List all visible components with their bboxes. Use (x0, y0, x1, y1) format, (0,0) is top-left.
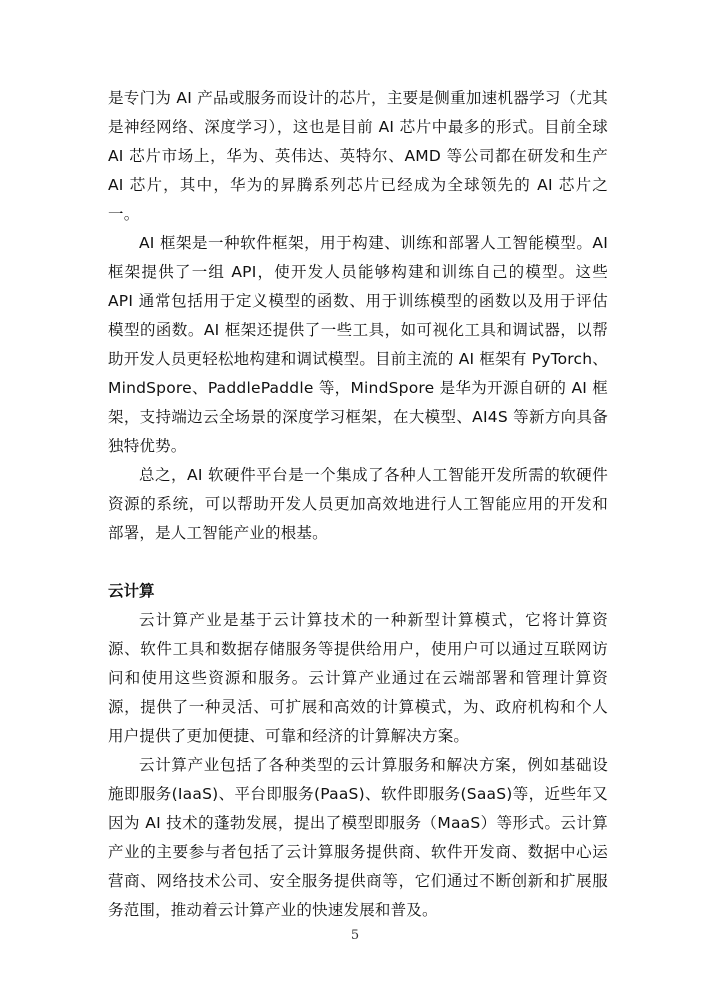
paragraph-ai-chip-continued: 是专门为 AI 产品或服务而设计的芯片，主要是侧重加速机器学习（尤其是神经网络、深度学习），这也是目前 AI 芯片中最多的形式。目前全球 AI 芯片市场上，华为、英伟达、英特尔、AMD 等公司都在研发和生产 AI 芯片，其中，华为的昇腾系列芯片已经成为全球领先的 AI 芯片之一。 (108, 89, 608, 223)
paragraph-ai-framework: AI 框架是一种软件框架，用于构建、训练和部署人工智能模型。AI 框架提供了一组 API，使开发人员能够构建和训练自己的模型。这些 API 通常包括用于定义模型的函数、用于训练模型的函数以及用于评估模型的函数。AI 框架还提供了一些工具，如可视化工具和调试器，以帮助开发人员更轻松地构建和调试模型。目前主流的 AI 框架有 PyTorch、MindSpore、PaddlePaddle 等，MindSpore 是华为开源自研的 AI 框架，支持端边云全场景的深度学习框架，在大模型、AI4S 等新方向具备独特优势。 (108, 234, 608, 455)
paragraph-cloud-intro: 云计算产业是基于云计算技术的一种新型计算模式，它将计算资源、软件工具和数据存储服务等提供给用户，使用户可以通过互联网访问和使用这些资源和服务。云计算产业通过在云端部署和管理计算资源，提供了一种灵活、可扩展和高效的计算模式，为、政府机构和个人用户提供了更加便捷、可靠和经济的计算解决方案。 (108, 611, 608, 745)
page-content (108, 84, 608, 925)
paragraph-cloud-services: 云计算产业包括了各种类型的云计算服务和解决方案，例如基础设施即服务(IaaS)、平台即服务(PaaS)、软件即服务(SaaS)等，近些年又因为 AI 技术的蓬勃发展，提出了模型即服务（MaaS）等形式。云计算产业的主要参与者包括了云计算服务提供商、软件开发商、数据中心运营商、网络技术公司、安全服务提供商等，它们通过不断创新和扩展服务范围，推动着云计算产业的快速发展和普及。 (108, 756, 608, 919)
page-number: 5 (350, 928, 360, 943)
paragraph-ai-summary: 总之，AI 软硬件平台是一个集成了各种人工智能开发所需的软硬件资源的系统，可以帮助开发人员更加高效地进行人工智能应用的开发和部署，是人工智能产业的根基。 (108, 466, 608, 542)
section-heading-cloud-computing: 云计算 (108, 582, 155, 600)
